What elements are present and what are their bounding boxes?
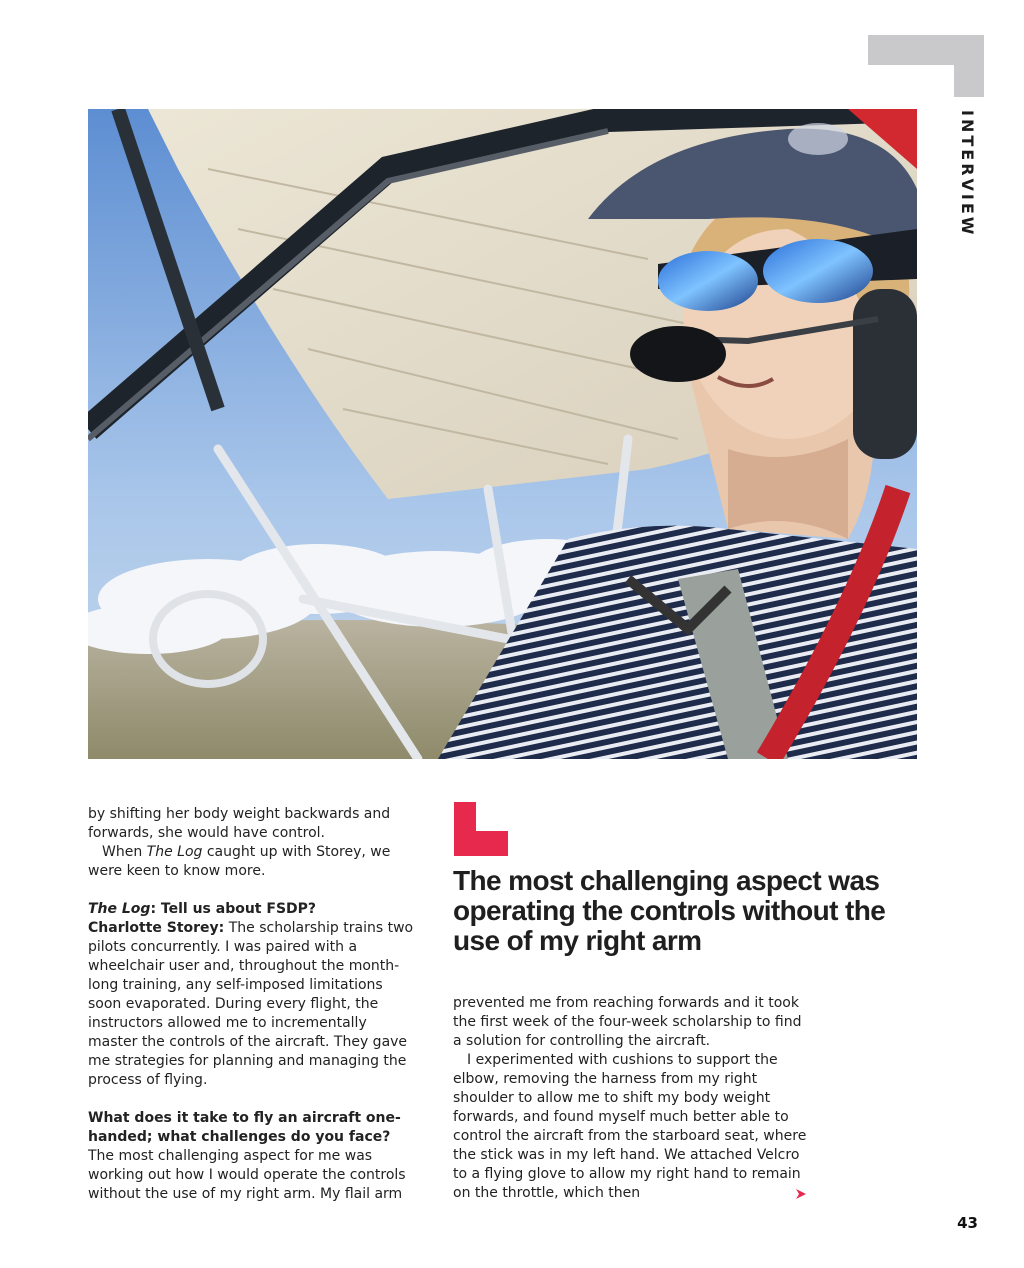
question-1-text: : Tell us about FSDP? xyxy=(150,901,317,917)
speaker-name: Charlotte Storey: xyxy=(88,920,225,936)
answer-1 xyxy=(88,919,420,1090)
article-column-right xyxy=(453,994,813,1203)
interviewer-name: The Log xyxy=(88,901,151,917)
section-label: INTERVIEW xyxy=(958,110,977,238)
article-column-left xyxy=(88,805,420,1204)
pull-quote: The most challenging aspect was operating the controls without the use of my right arm xyxy=(453,865,886,956)
pullquote-bracket-icon xyxy=(454,802,508,856)
continue-arrow-icon xyxy=(795,1188,807,1200)
intro-text-end: caught up with Storey, we were keen to know more. xyxy=(88,844,391,879)
intro-text: When xyxy=(102,844,147,860)
publication-name: The Log xyxy=(146,844,203,860)
right-paragraph-1: prevented me from reaching forwards and it took the first week of the four-week scholarship to find a solution for controlling the aircraft. xyxy=(453,995,802,1049)
answer-2: The most challenging aspect for me was working out how I would operate the controls without the use of my right arm. My flail arm xyxy=(88,1148,406,1202)
question-2: What does it take to fly an aircraft one-handed; what challenges do you face? xyxy=(88,1110,401,1145)
cockpit-photo xyxy=(88,109,917,759)
question-1 xyxy=(88,900,420,919)
page-number: 43 xyxy=(957,1214,978,1232)
intro-paragraph-2 xyxy=(88,843,420,881)
answer-1-text: The scholarship trains two pilots concurrently. I was paired with a wheelchair user and, throughout the month-long training, any self-imposed limitations soon evaporated. During every flight, the instructors allowed me to incrementally master the controls of the aircraft. They gave me strategies for planning and managing the process of flying. xyxy=(88,920,414,1088)
right-paragraph-2: I experimented with cushions to support the elbow, removing the harness from my right shoulder to allow me to shift my body weight forwards, and found myself much better able to control the aircraft from the starboard seat, where the stick was in my left hand. We attached Velcro to a flying glove to allow my right hand to remain on the throttle, which then xyxy=(453,1052,807,1201)
intro-paragraph: by shifting her body weight backwards and forwards, she would have control. xyxy=(88,806,391,841)
corner-bracket-icon xyxy=(868,35,984,97)
